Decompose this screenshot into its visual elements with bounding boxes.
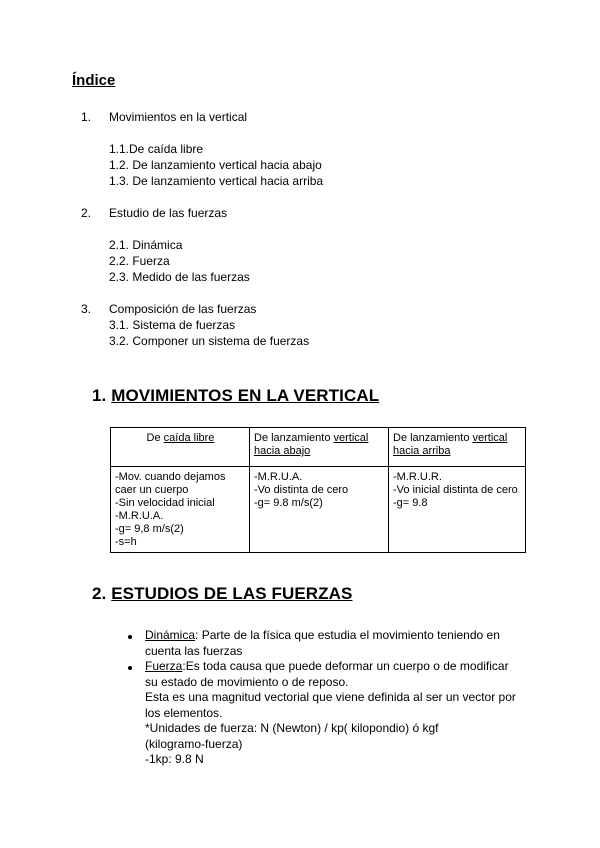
section-1-heading: [92, 386, 379, 406]
cell-line: -Sin velocidad inicial: [115, 497, 215, 509]
cell-line: -Vo inicial distinta de cero: [393, 484, 518, 496]
bullet-line: Es toda causa que puede deformar un cuerpo o de modificar: [185, 659, 509, 673]
cell-line: -M.R.U.A.: [115, 510, 164, 522]
cell-line: -s=h: [115, 536, 137, 548]
toc-item-3-2: 3.2. Componer un sistema de fuerzas: [109, 334, 310, 348]
header-text: De lanzamiento: [393, 432, 473, 444]
bullet-line: cuenta las fuerzas: [145, 643, 243, 658]
table-header-cell: [389, 428, 526, 467]
table-cell: [389, 467, 526, 553]
table-header-cell: [111, 428, 250, 467]
header-text: De lanzamiento: [254, 432, 334, 444]
toc-section-1-number: 1.: [81, 110, 92, 124]
table-cell: [111, 467, 250, 553]
bullet-dinamica: [145, 628, 500, 659]
section-2-heading: [92, 584, 352, 604]
section-1-number: 1.: [92, 386, 107, 405]
toc-item-2-3: 2.3. Medido de las fuerzas: [109, 270, 250, 284]
toc-section-3-number: 3.: [81, 302, 92, 316]
toc-section-2-label: Estudio de las fuerzas: [109, 206, 228, 220]
toc-item-2-2: 2.2. Fuerza: [109, 254, 170, 268]
bullet-line: (kilogramo-fuerza): [145, 736, 243, 751]
bullet-line: su estado de movimiento o de reposo.: [145, 674, 349, 689]
cell-line: -M.R.U.R.: [393, 471, 442, 483]
table-cell: [250, 467, 389, 553]
header-line2: hacia arriba: [393, 445, 451, 457]
cell-line: caer un cuerpo: [115, 484, 189, 496]
cell-line: -g= 9,8 m/s(2): [115, 523, 184, 535]
bullet-line: Esta es una magnitud vectorial que viene definida al ser un vector por: [145, 690, 516, 704]
toc-item-1-3: 1.3. De lanzamiento vertical hacia arriba: [109, 174, 324, 188]
bullet-term: Fuerza: [145, 659, 183, 673]
table-header-cell: [250, 428, 389, 467]
section-2-title: ESTUDIOS DE LAS FUERZAS: [111, 584, 353, 603]
bullet-line: *Unidades de fuerza: N (Newton) / kp( kilopondio) ó kgf: [145, 721, 439, 735]
cell-line: -M.R.U.A.: [254, 471, 303, 483]
bullet-sep: :: [195, 628, 202, 642]
header-text: De: [146, 432, 164, 444]
cell-line: -Mov. cuando dejamos: [115, 471, 226, 483]
table-header-row: [111, 428, 526, 467]
index-title: Índice: [72, 72, 116, 89]
bullet-dot-icon: [128, 666, 132, 670]
toc-item-1-1: 1.1.De caída libre: [109, 142, 204, 156]
header-link: vertical: [472, 432, 508, 444]
toc-item-3-1: 3.1. Sistema de fuerzas: [109, 318, 236, 332]
bullet-sep: :: [182, 659, 186, 673]
bullet-dot-icon: [128, 635, 132, 639]
toc-section-2-number: 2.: [81, 206, 92, 220]
toc-item-2-1: 2.1. Dinámica: [109, 238, 183, 252]
movements-table: [110, 427, 526, 553]
toc-section-1-label: Movimientos en la vertical: [109, 110, 248, 124]
table-row: [111, 467, 526, 553]
header-link: vertical: [333, 432, 369, 444]
bullet-fuerza: [145, 659, 516, 768]
cell-line: -g= 9.8: [393, 497, 428, 509]
bullet-line: los elementos.: [145, 705, 223, 720]
toc-section-3-label: Composición de las fuerzas: [109, 302, 257, 316]
bullet-line: -1kp: 9.8 N: [145, 752, 204, 766]
cell-line: -Vo distinta de cero: [254, 484, 349, 496]
bullet-term: Dinámica: [145, 628, 196, 642]
toc-item-1-2: 1.2. De lanzamiento vertical hacia abajo: [109, 158, 322, 172]
cell-line: -g= 9.8 m/s(2): [254, 497, 323, 509]
bullet-line: Parte de la física que estudia el movimiento teniendo en: [201, 628, 500, 642]
header-link: caída libre: [163, 432, 215, 444]
header-line2: hacia abajo: [254, 445, 311, 457]
section-2-number: 2.: [92, 584, 107, 603]
section-1-title: MOVIMIENTOS EN LA VERTICAL: [111, 386, 380, 405]
